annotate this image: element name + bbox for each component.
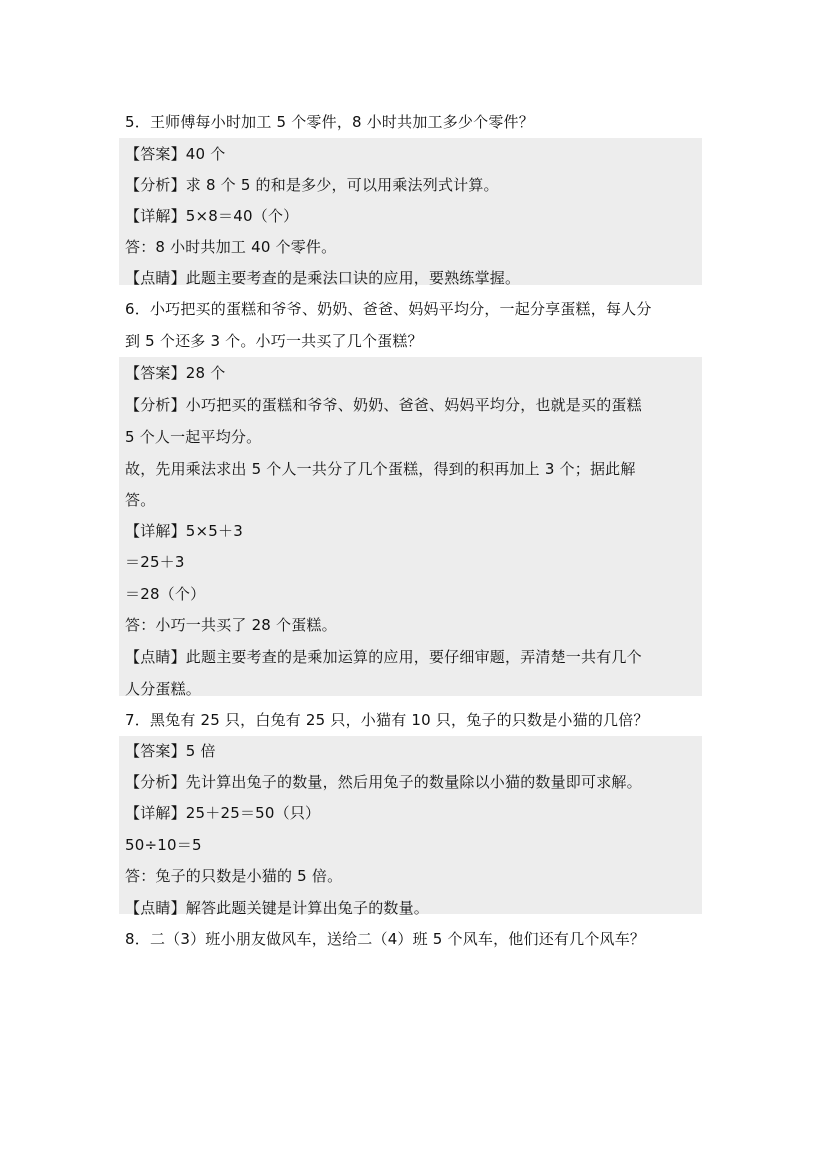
q7-detail-line-1: 【详解】25＋25＝50（只） [125,804,321,822]
q5-detail: 【详解】5×8＝40（个） [125,207,299,225]
q7-analysis: 【分析】先计算出兔子的数量，然后用兔子的数量除以小猫的数量即可求解。 [125,773,642,791]
q6-reply: 答：小巧一共买了 28 个蛋糕。 [125,616,337,634]
q6-analysis-line-4: 答。 [125,491,156,509]
q6-answer: 【答案】28 个 [125,364,226,382]
q6-analysis-line-1: 【分析】小巧把买的蛋糕和爷爷、奶奶、爸爸、妈妈平均分，也就是买的蛋糕 [125,396,642,414]
q5-comment: 【点睛】此题主要考查的是乘法口诀的应用，要熟练掌握。 [125,269,521,287]
q7-comment: 【点睛】解答此题关键是计算出兔子的数量。 [125,899,430,917]
question-5-stem: 5．王师傅每小时加工 5 个零件，8 小时共加工多少个零件？ [125,113,534,131]
q6-detail-line-3: ＝28（个） [125,585,206,603]
q6-analysis-line-2: 5 个人一起平均分。 [125,428,262,446]
q6-analysis-line-3: 故，先用乘法求出 5 个人一共分了几个蛋糕，得到的积再加上 3 个；据此解 [125,460,636,478]
q7-detail-line-2: 50÷10＝5 [125,836,202,854]
q6-comment-line-1: 【点睛】此题主要考查的是乘加运算的应用，要仔细审题，弄清楚一共有几个 [125,648,642,666]
answer-block-q7 [119,736,702,914]
q6-detail-line-2: ＝25＋3 [125,553,185,571]
question-6-stem-line-1: 6．小巧把买的蛋糕和爷爷、奶奶、爸爸、妈妈平均分，一起分享蛋糕，每人分 [125,300,652,318]
question-6-stem-line-2: 到 5 个还多 3 个。小巧一共买了几个蛋糕？ [125,332,423,350]
q5-reply: 答：8 小时共加工 40 个零件。 [125,238,337,256]
q6-comment-line-2: 人分蛋糕。 [125,680,202,698]
question-8-stem: 8．二（3）班小朋友做风车，送给二（4）班 5 个风车，他们还有几个风车？ [125,930,646,948]
q7-reply: 答：兔子的只数是小猫的 5 倍。 [125,867,343,885]
q5-analysis: 【分析】求 8 个 5 的和是多少，可以用乘法列式计算。 [125,176,499,194]
q6-detail-line-1: 【详解】5×5＋3 [125,522,243,540]
q7-answer: 【答案】5 倍 [125,742,216,760]
question-7-stem: 7．黑兔有 25 只，白兔有 25 只，小猫有 10 只，兔子的只数是小猫的几倍？ [125,711,649,729]
q5-answer: 【答案】40 个 [125,145,226,163]
